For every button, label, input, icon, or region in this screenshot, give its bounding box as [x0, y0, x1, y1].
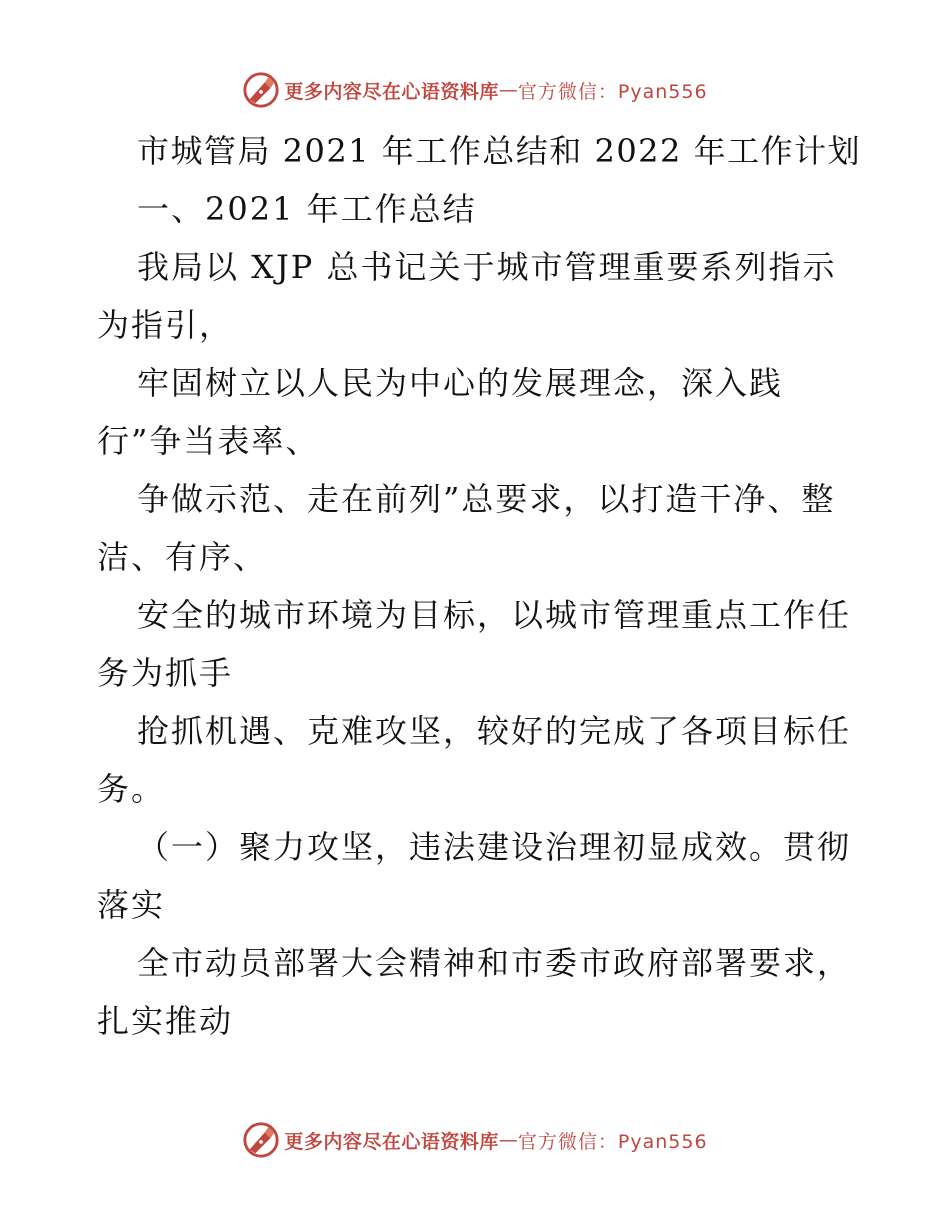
paragraph-line: 落实 [97, 886, 166, 924]
pen-nib-logo-icon [242, 1121, 280, 1159]
section-heading: 一、2021 年工作总结 [137, 190, 477, 228]
paragraph-line: 争做示范、走在前列”总要求，以打造干净、整 [137, 480, 836, 518]
paragraph-line: 洁、有序、 [97, 538, 268, 576]
banner-separator: — [498, 1129, 518, 1151]
paragraph-line: 务为抓手 [97, 654, 234, 692]
paragraph-line: 务。 [97, 770, 166, 808]
paragraph-line: 全市动员部署大会精神和市委市政府部署要求， [137, 944, 852, 982]
banner-separator: — [498, 79, 518, 101]
pen-nib-logo-icon [242, 71, 280, 109]
paragraph-line: 为指引， [97, 306, 234, 344]
document-body [97, 122, 877, 1050]
paragraph-line: 行”争当表率、 [97, 422, 320, 460]
paragraph-line: 牢固树立以人民为中心的发展理念，深入践 [137, 364, 784, 402]
paragraph-line: 安全的城市环境为目标，以城市管理重点工作任 [137, 596, 852, 634]
banner-contact-text: 官方微信：Pyan556 [517, 80, 708, 103]
paragraph-line: 我局以 XJP 总书记关于城市管理重要系列指示 [137, 248, 837, 286]
banner-brand-text: 更多内容尽在心语资料库 [284, 80, 499, 103]
banner-brand-text: 更多内容尽在心语资料库 [284, 1130, 499, 1153]
banner-contact-text: 官方微信：Pyan556 [517, 1130, 708, 1153]
footer-banner [0, 1120, 950, 1160]
subsection-heading: （一）聚力攻坚，违法建设治理初显成效。贯彻 [137, 828, 852, 866]
paragraph-line: 扎实推动 [97, 1002, 234, 1040]
document-title: 市城管局 2021 年工作总结和 2022 年工作计划 [137, 132, 862, 170]
header-banner [0, 70, 950, 110]
paragraph-line: 抢抓机遇、克难攻坚，较好的完成了各项目标任 [137, 712, 852, 750]
